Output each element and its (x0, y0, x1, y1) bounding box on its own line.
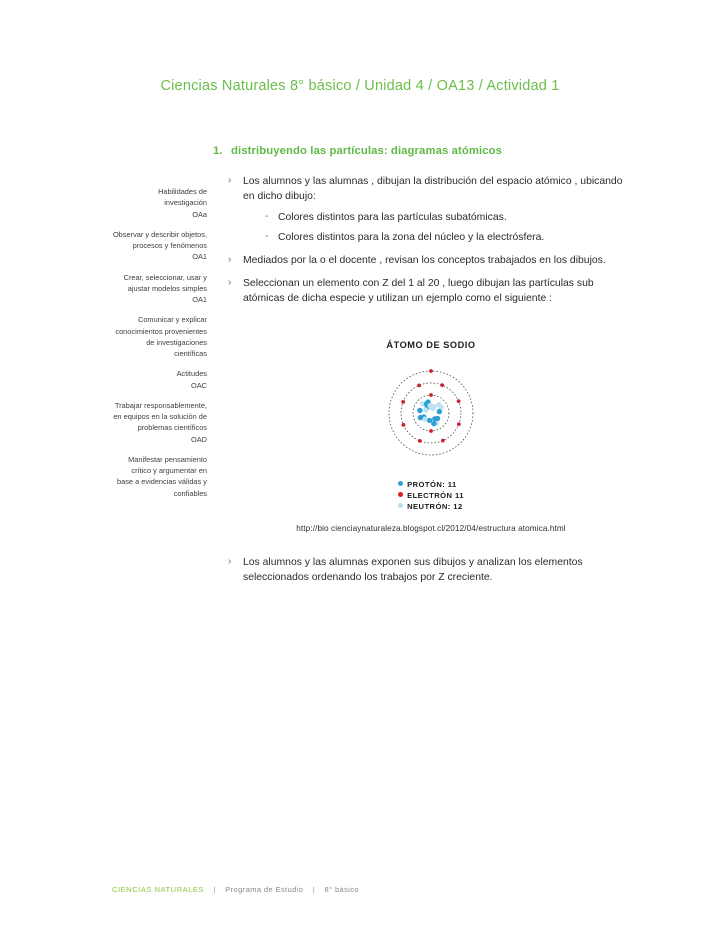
activity-instructions (228, 174, 634, 315)
sidebar-line: Manifestar pensamiento (128, 454, 207, 464)
sidebar-line: base a evidencias válidas y (117, 477, 207, 487)
footer-program: Programa de Estudio (225, 885, 304, 894)
footer-separator-1: | (213, 885, 216, 894)
atom-figure (228, 340, 634, 533)
electron-dot (402, 423, 406, 427)
figure-source-url: http://bio cienciaynaturaleza.blogspot.cl/2012/04/estructura atomica.html (296, 523, 566, 533)
footer-level: 8° básico (324, 885, 360, 894)
chevron-right-icon: › (228, 556, 232, 567)
sidebar-group (60, 454, 207, 499)
chevron-right-icon: › (228, 254, 232, 266)
chevron-right-icon: › (228, 277, 232, 289)
dash-icon: - (265, 231, 269, 243)
sidebar-line: Trabajar responsablemente, (114, 400, 207, 410)
sidebar-line: ajustar modelos simples (127, 283, 207, 293)
instruction-bullet (228, 174, 634, 245)
sidebar-group (60, 314, 207, 359)
proton-particle (418, 415, 423, 420)
activity-title (213, 145, 643, 157)
legend-label: NEUTRÓN: 12 (407, 501, 463, 511)
sidebar-line: investigación (164, 198, 207, 208)
figure-title: ÁTOMO DE SODIO (386, 340, 476, 350)
electron-dot (401, 400, 405, 404)
instruction-subbullet-text: Colores distintos para la zona del núcleo y la electrósfera. (278, 232, 545, 244)
activity-title-text: distribuyendo las partículas: diagramas atómicos (231, 145, 502, 157)
legend-row (398, 480, 464, 491)
instruction-text: Seleccionan un elemento con Z del 1 al 20 , luego dibujan las partículas sub atómicas de dicha especie y utilizan un ejemplo como el siguiente : (243, 278, 594, 305)
sidebar-line: crítico y argumentar en (131, 466, 207, 475)
electron-dot (429, 369, 433, 373)
sidebar-line: OA1 (192, 252, 207, 262)
electron-dot (418, 439, 422, 443)
sidebar-line: OA1 (192, 295, 207, 304)
sidebar-line: Actitudes (176, 369, 207, 379)
sidebar-line: Observar y describir objetos, (112, 229, 207, 239)
electron-dot (440, 383, 444, 387)
dash-icon: - (265, 211, 269, 223)
closing-paragraph (228, 555, 634, 593)
proton-particle (427, 418, 432, 423)
legend-dot-icon (398, 503, 403, 508)
sidebar-line: confiables (173, 488, 207, 498)
neutron-particle (431, 404, 436, 409)
activity-number: 1. (213, 145, 223, 157)
atom-diagram (371, 356, 491, 474)
legend-label: ELECTRÓN 11 (407, 490, 464, 500)
electron-dot (417, 384, 421, 388)
sidebar-line: en equipos en la solución de (113, 412, 207, 421)
sidebar-line: OAD (190, 434, 207, 444)
instruction-subbullet (265, 210, 634, 225)
sidebar-group (60, 272, 207, 306)
electron-dot (441, 439, 445, 443)
instruction-bullet (228, 276, 634, 306)
proton-particle (432, 416, 437, 421)
closing-text: Los alumnos y las alumnas exponen sus dibujos y analizan los elementos seleccionados ordenando los trabajos por Z creciente. (243, 557, 583, 584)
sidebar-group (60, 368, 207, 391)
sidebar-line: Habilidades de (158, 187, 207, 196)
electron-dot (457, 399, 461, 403)
sidebar-line: procesos y fenómenos (132, 241, 207, 250)
instruction-subbullet-text: Colores distintos para las partículas subatómicas. (278, 212, 507, 224)
closing-bullet (228, 555, 634, 585)
chevron-right-icon: › (228, 175, 232, 186)
sidebar-line: Comunicar y explicar (137, 315, 207, 325)
sidebar-line: científicas (174, 349, 207, 358)
legend-row (398, 491, 464, 502)
footer-separator-2: | (312, 885, 316, 894)
sidebar-group (60, 400, 207, 445)
objectives-sidebar (60, 186, 207, 499)
instruction-subbullet (265, 230, 634, 245)
sidebar-group (60, 186, 207, 220)
sidebar-line: OAa (192, 209, 207, 219)
proton-particle (437, 409, 442, 414)
sidebar-line: conocimientos provenientes (115, 326, 207, 336)
proton-particle (417, 408, 422, 413)
electron-dot (457, 422, 461, 426)
legend-label: PROTÓN: 11 (407, 480, 457, 489)
footer-brand: CIENCIAS NATURALES (112, 885, 204, 894)
instruction-text: Mediados por la o el docente , revisan los conceptos trabajados en los dibujos. (243, 255, 606, 267)
document-header-title: Ciencias Naturales 8° básico / Unidad 4 / OA13 / Actividad 1 (160, 78, 560, 94)
page-footer (112, 885, 359, 894)
instruction-subbullet-list (265, 210, 634, 245)
legend-dot-icon (398, 481, 403, 486)
instruction-text: Los alumnos y las alumnas , dibujan la distribución del espacio atómico , ubicando en dicho dibujo: (243, 176, 623, 203)
sidebar-line: de investigaciones (146, 337, 207, 347)
atom-legend (398, 480, 464, 512)
atom-svg (371, 356, 491, 474)
sidebar-group (60, 229, 207, 263)
legend-row (398, 502, 464, 513)
electron-dot (429, 393, 433, 397)
sidebar-line: problemas científicos (137, 423, 207, 433)
instruction-bullet (228, 253, 634, 268)
sidebar-line: Crear, seleccionar, usar y (123, 272, 207, 282)
neutron-particle (423, 407, 428, 412)
legend-dot-icon (398, 492, 403, 497)
sidebar-line: OAC (190, 380, 207, 390)
electron-dot (429, 429, 433, 433)
